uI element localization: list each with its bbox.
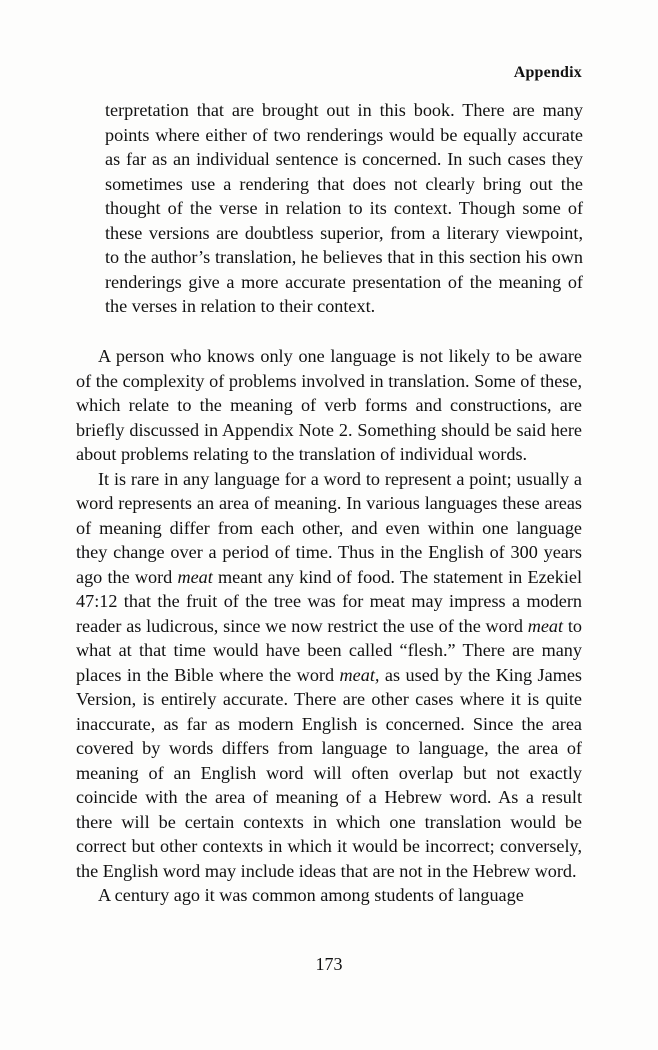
page-number: 173 <box>315 954 343 974</box>
italic-word-meat-2: meat <box>527 615 564 636</box>
paragraph-2-part-a: It is rare in any language for a word to represent a point; usually a word represents an area of meaning. In various languages these areas of meaning differ from each other, and even within one language they change over a period of time. Thus in the English of 300 years ago the word <box>76 468 582 587</box>
paragraph-2-part-d: as used by the King James Version, is entirely accurate. There are other cases where it is quite inaccurate, as far as modern English is concerned. Since the area covered by words differs from language to language, the area of meaning of an English word will often overlap but not exactly coincide with the area of meaning of a Hebrew word. As a result there will be certain contexts in which one translation would be correct but other contexts in which it would be incorrect; conversely, the English word may include ideas that are not in the Hebrew word. <box>76 664 582 881</box>
italic-word-meat-3: meat, <box>339 664 380 685</box>
paragraph-2-part-c: to what at that time would have been called “flesh.” There are many places in the Bible where the word <box>76 615 582 685</box>
paragraph-1: A person who knows only one language is not likely to be aware of the complexity of problems involved in translation. Some of these, which relate to the meaning of verb forms and constructions, are briefly discussed in Appendix Note 2. Something should be said here about problems relating to the translation of individual words. <box>76 346 582 464</box>
italic-word-meat-1: meat <box>177 566 213 587</box>
paragraph-3: A century ago it was common among students of language <box>98 885 524 905</box>
paragraph-2-part-b: meant any kind of food. The statement in Ezekiel 47:12 that the fruit of the tree was for meat may impress a modern reader as ludicrous, since we now restrict the use of the word <box>76 566 583 636</box>
block-quote: terpretation that are brought out in this book. There are many points where either of two renderings would be equally accurate as far as an individual sentence is concerned. In such cases they sometimes use a rendering that does not clearly bring out the thought of the verse in relation to its context. Though some of these versions are doubtless superior, from a literary viewpoint, to the author’s translation, he believes that in this section his own renderings give a more accurate presentation of the meaning of the verses in relation to their context. <box>105 100 583 316</box>
body-text <box>76 344 582 908</box>
running-head: Appendix <box>513 64 582 81</box>
paragraph-2 <box>76 467 582 884</box>
